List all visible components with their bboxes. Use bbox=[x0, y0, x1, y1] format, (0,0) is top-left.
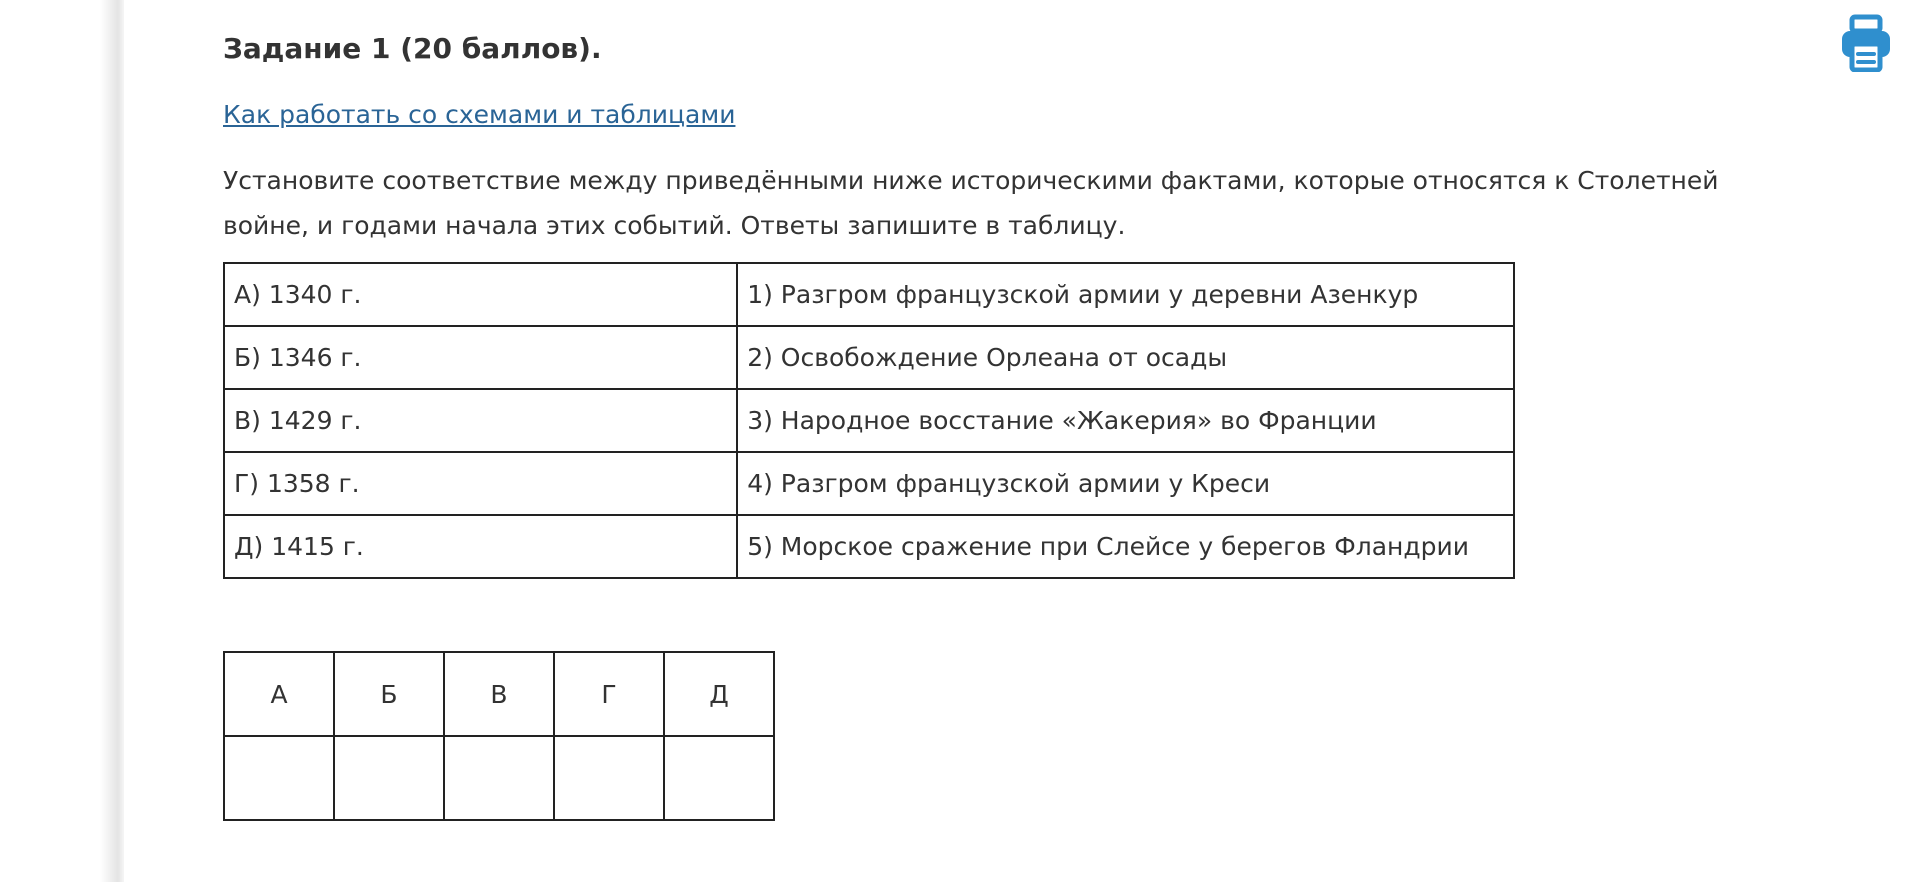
table-row bbox=[224, 452, 1514, 515]
table-row bbox=[224, 389, 1514, 452]
year-cell: Б) 1346 г. bbox=[224, 326, 737, 389]
page-left-shadow bbox=[0, 0, 124, 882]
facts-table bbox=[223, 262, 1515, 579]
event-cell: 1) Разгром французской армии у деревни Азенкур bbox=[737, 263, 1514, 326]
answer-table bbox=[223, 651, 775, 821]
answer-cell-a[interactable] bbox=[224, 736, 334, 820]
answer-header-g: Г bbox=[554, 652, 664, 736]
answer-cell-g[interactable] bbox=[554, 736, 664, 820]
answer-header-b: Б bbox=[334, 652, 444, 736]
table-row bbox=[224, 263, 1514, 326]
print-button[interactable] bbox=[1840, 14, 1892, 72]
table-row bbox=[224, 326, 1514, 389]
answer-cell-b[interactable] bbox=[334, 736, 444, 820]
event-cell: 5) Морское сражение при Слейсе у берегов Фландрии bbox=[737, 515, 1514, 578]
answer-cell-v[interactable] bbox=[444, 736, 554, 820]
answer-header-d: Д bbox=[664, 652, 774, 736]
answer-input-row bbox=[224, 736, 774, 820]
event-cell: 4) Разгром французской армии у Креси bbox=[737, 452, 1514, 515]
answer-header-a: А bbox=[224, 652, 334, 736]
year-cell: Г) 1358 г. bbox=[224, 452, 737, 515]
year-cell: Д) 1415 г. bbox=[224, 515, 737, 578]
year-cell: А) 1340 г. bbox=[224, 263, 737, 326]
answer-cell-d[interactable] bbox=[664, 736, 774, 820]
year-cell: В) 1429 г. bbox=[224, 389, 737, 452]
table-row bbox=[224, 515, 1514, 578]
task-instructions: Установите соответствие между приведёнными ниже историческими фактами, которые относятся к Столетней войне, и годами начала этих событий. Ответы запишите в таблицу. bbox=[223, 166, 1719, 240]
task-title: Задание 1 (20 баллов). bbox=[223, 32, 602, 65]
event-cell: 2) Освобождение Орлеана от осады bbox=[737, 326, 1514, 389]
answer-header-row bbox=[224, 652, 774, 736]
printer-icon bbox=[1840, 14, 1892, 72]
answer-header-v: В bbox=[444, 652, 554, 736]
event-cell: 3) Народное восстание «Жакерия» во Франции bbox=[737, 389, 1514, 452]
help-link[interactable]: Как работать со схемами и таблицами bbox=[223, 100, 736, 129]
